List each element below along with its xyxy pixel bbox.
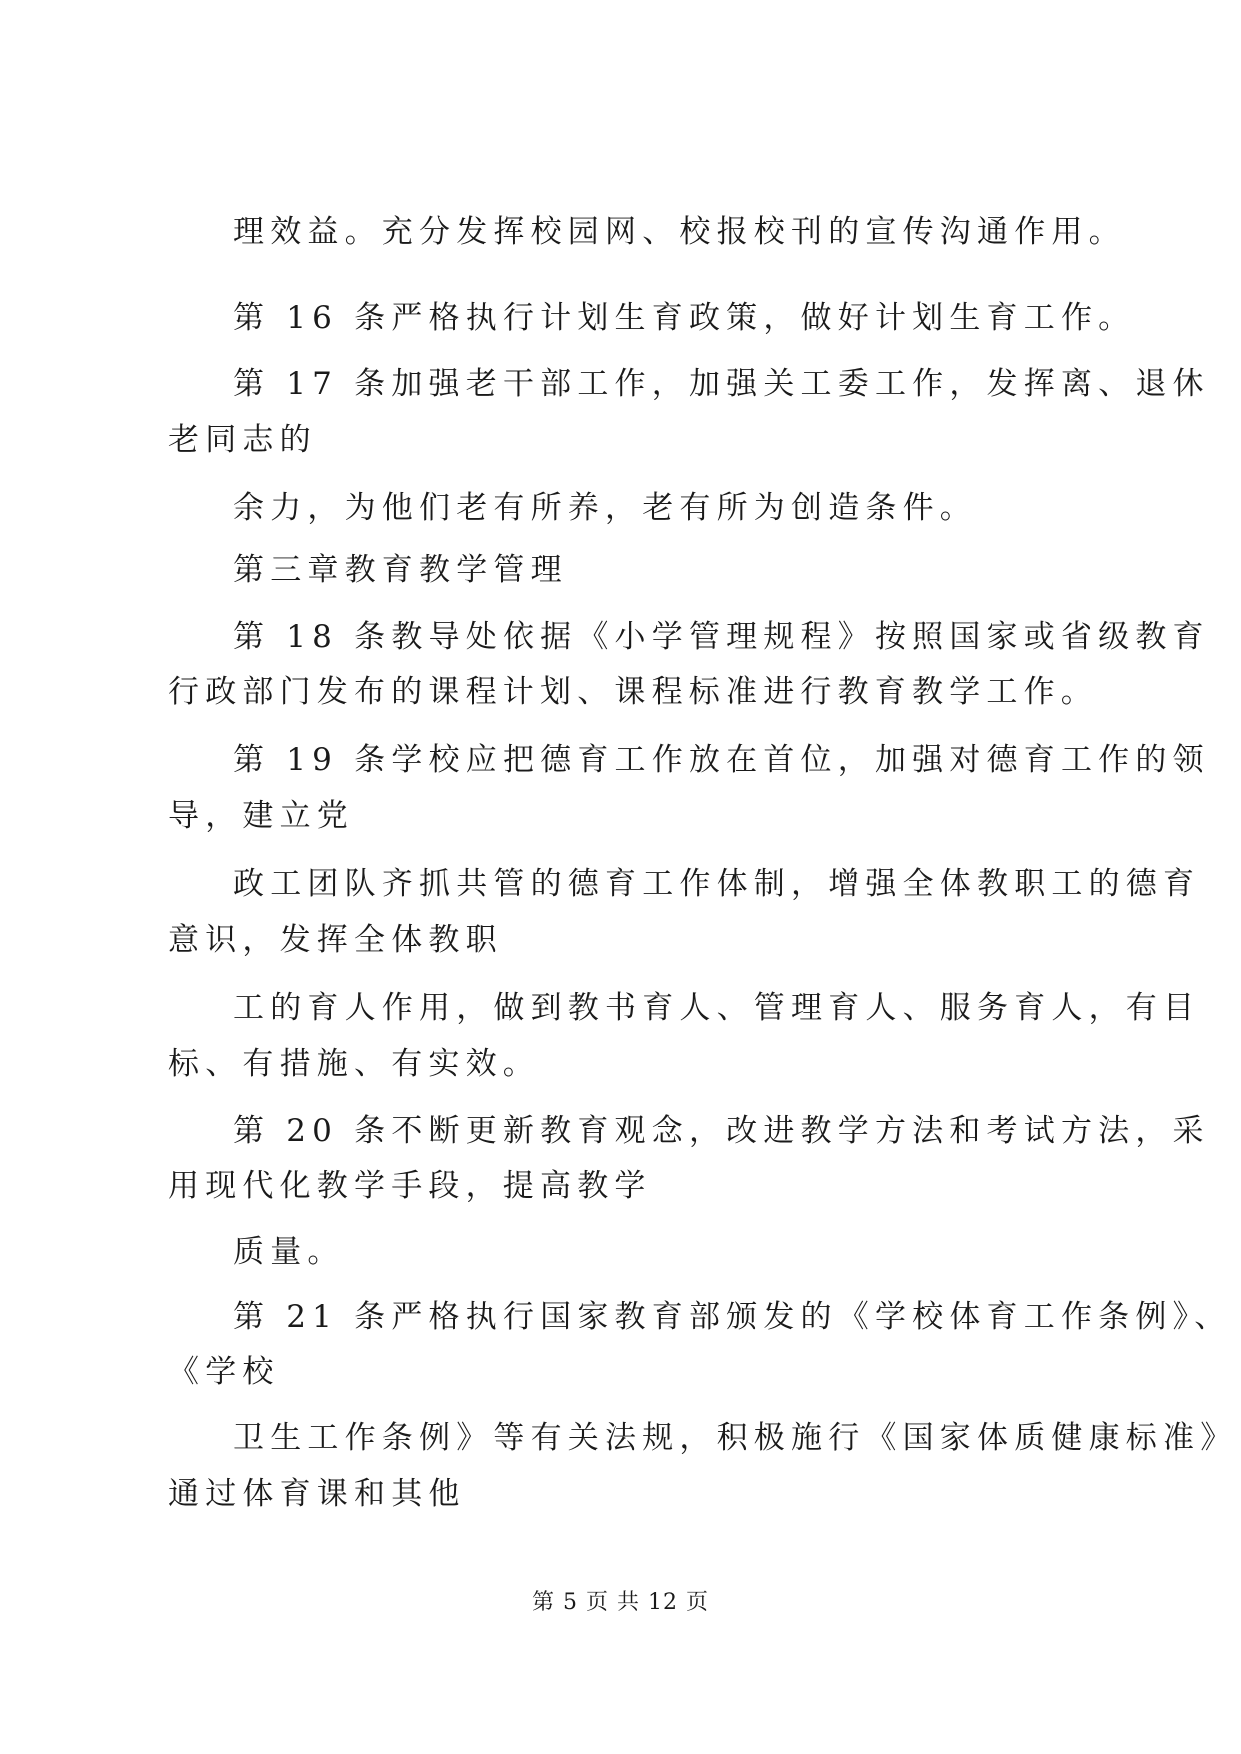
chapter-heading: 第三章教育教学管理 [233, 552, 568, 588]
text-line: 理效益。充分发挥校园网、校报校刊的宣传沟通作用。 [233, 214, 1126, 250]
text-line: 质量。 [233, 1234, 345, 1270]
text-line: 《学校 [168, 1354, 280, 1390]
text-line: 通过体育课和其他 [168, 1476, 466, 1512]
text-line: 导，建立党 [168, 798, 354, 834]
text-line: 第 21 条严格执行国家教育部颁发的《学校体育工作条例》、 [233, 1299, 1232, 1335]
text-line: 卫生工作条例》等有关法规，积极施行《国家体质健康标准》 [233, 1420, 1238, 1456]
text-line: 工的育人作用，做到教书育人、管理育人、服务育人，有目 [233, 990, 1201, 1026]
text-line: 第 19 条学校应把德育工作放在首位，加强对德育工作的领 [233, 742, 1210, 778]
text-line: 行政部门发布的课程计划、课程标准进行教育教学工作。 [168, 674, 1098, 710]
text-line: 第 16 条严格执行计划生育政策，做好计划生育工作。 [233, 300, 1136, 336]
page-number: 第 5 页 共 12 页 [532, 1590, 709, 1615]
text-line: 标、有措施、有实效。 [168, 1046, 540, 1082]
text-line: 用现代化教学手段，提高教学 [168, 1168, 652, 1204]
text-line: 政工团队齐抓共管的德育工作体制，增强全体教职工的德育 [233, 866, 1201, 902]
text-line: 老同志的 [168, 422, 317, 458]
text-line: 第 17 条加强老干部工作，加强关工委工作，发挥离、退休 [233, 366, 1210, 402]
text-line: 余力，为他们老有所养，老有所为创造条件。 [233, 490, 977, 526]
text-line: 第 20 条不断更新教育观念，改进教学方法和考试方法，采 [233, 1113, 1210, 1149]
text-line: 第 18 条教导处依据《小学管理规程》按照国家或省级教育 [233, 619, 1210, 655]
text-line: 意识，发挥全体教职 [168, 922, 503, 958]
